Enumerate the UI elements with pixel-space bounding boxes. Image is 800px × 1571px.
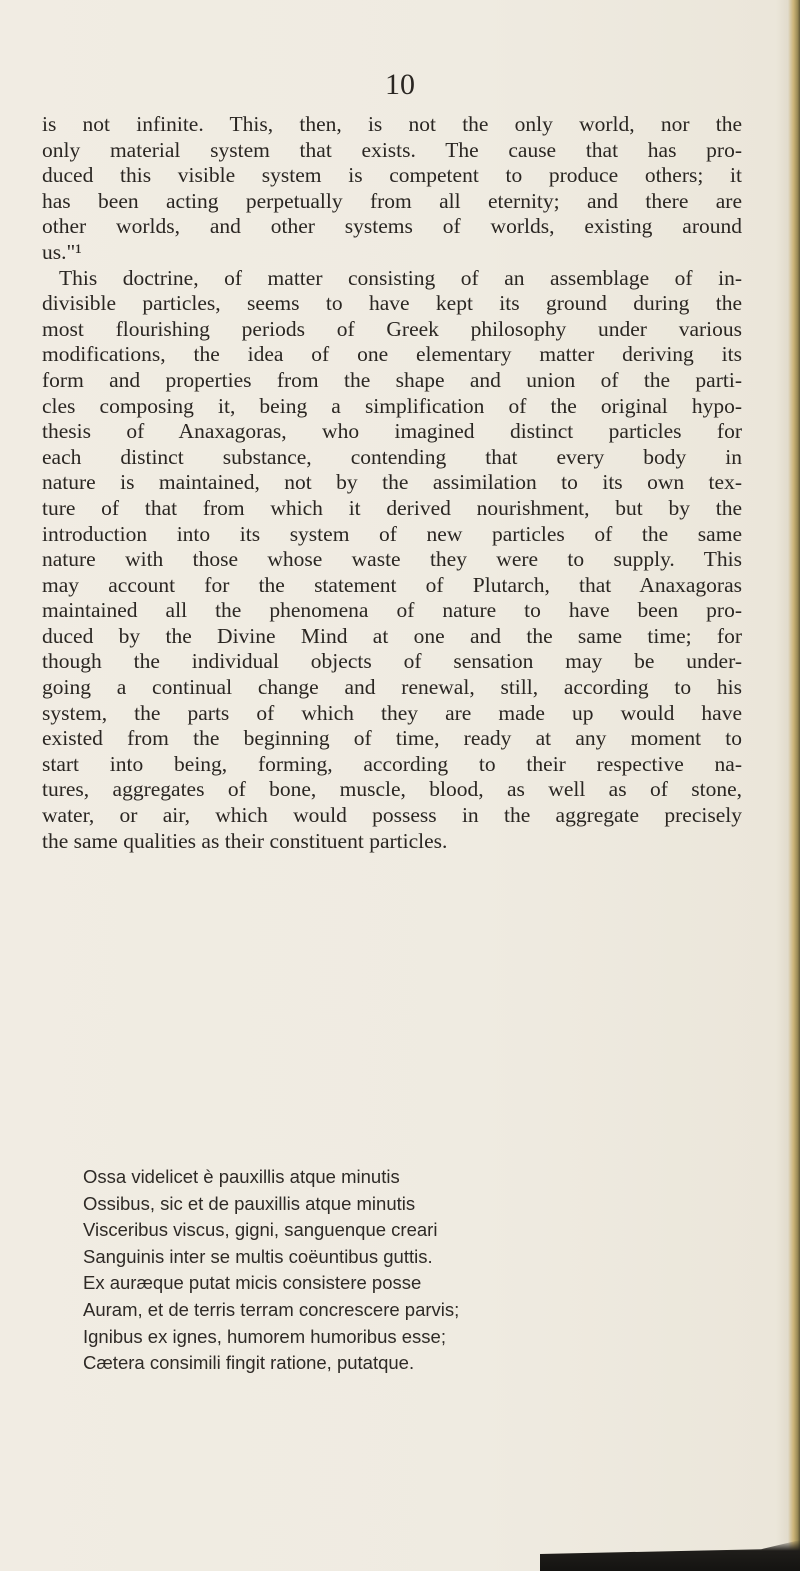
page-number: 10 xyxy=(385,68,415,101)
body-line: introduction into its system of new particles of the same xyxy=(42,521,742,546)
body-line: nature with those whose waste they were to supply. This xyxy=(42,547,742,572)
page-edge-shadow xyxy=(788,0,800,1571)
body-line: going a continual change and renewal, still, according to his xyxy=(42,675,742,700)
body-line: the same qualities as their constituent particles. xyxy=(42,828,448,853)
body-line: form and properties from the shape and union of the parti- xyxy=(42,367,742,392)
body-line: duced by the Divine Mind at one and the same time; for xyxy=(42,623,742,648)
scan-shadow-mark xyxy=(540,1540,800,1571)
latin-verse-quotation xyxy=(83,1164,723,1377)
body-line: thesis of Anaxagoras, who imagined distinct particles for xyxy=(42,419,742,444)
verse-line: Cætera consimili fingit ratione, putatque. xyxy=(83,1352,415,1374)
body-line: only material system that exists. The cause that has pro- xyxy=(42,137,742,162)
body-line: other worlds, and other systems of worlds, existing around xyxy=(42,214,742,239)
body-line: has been acting perpetually from all eternity; and there are xyxy=(42,188,742,213)
body-line: may account for the statement of Plutarch, that Anaxagoras xyxy=(42,572,742,597)
body-line: though the individual objects of sensation may be under- xyxy=(42,649,742,674)
body-line: us."¹ xyxy=(42,239,82,264)
body-line: start into being, forming, according to their respective na- xyxy=(42,751,742,776)
verse-line: Ossibus, sic et de pauxillis atque minutis xyxy=(83,1192,416,1214)
verse-line: Visceribus viscus, gigni, sanguenque creari xyxy=(83,1219,438,1241)
body-line: nature is maintained, not by the assimilation to its own tex- xyxy=(42,470,742,495)
body-line: This doctrine, of matter consisting of an assemblage of in- xyxy=(59,265,742,290)
body-line: ture of that from which it derived nourishment, but by the xyxy=(42,495,742,520)
body-line: modifications, the idea of one elementary matter deriving its xyxy=(42,342,742,367)
body-line: water, or air, which would possess in the aggregate precisely xyxy=(42,803,742,828)
body-line: tures, aggregates of bone, muscle, blood, as well as of stone, xyxy=(42,777,742,802)
body-text xyxy=(42,112,742,854)
body-line: cles composing it, being a simplification of the original hypo- xyxy=(42,393,742,418)
body-line: duced this visible system is competent to produce others; it xyxy=(42,163,742,188)
body-line: existed from the beginning of time, ready at any moment to xyxy=(42,726,742,751)
verse-line: Ex auræque putat micis consistere posse xyxy=(83,1272,422,1294)
body-line: system, the parts of which they are made up would have xyxy=(42,700,742,725)
body-line: is not infinite. This, then, is not the only world, nor the xyxy=(42,112,742,136)
verse-line: Sanguinis inter se multis coëuntibus guttis. xyxy=(83,1245,433,1267)
body-line: each distinct substance, contending that every body in xyxy=(42,444,742,469)
verse-line: Auram, et de terris terram concrescere parvis; xyxy=(83,1298,460,1320)
verse-line: Ossa videlicet è pauxillis atque minutis xyxy=(83,1166,400,1187)
body-line: divisible particles, seems to have kept its ground during the xyxy=(42,291,742,316)
body-line: maintained all the phenomena of nature to have been pro- xyxy=(42,598,742,623)
verse-line: Ignibus ex ignes, humorem humoribus esse; xyxy=(83,1325,446,1347)
body-line: most flourishing periods of Greek philosophy under various xyxy=(42,316,742,341)
